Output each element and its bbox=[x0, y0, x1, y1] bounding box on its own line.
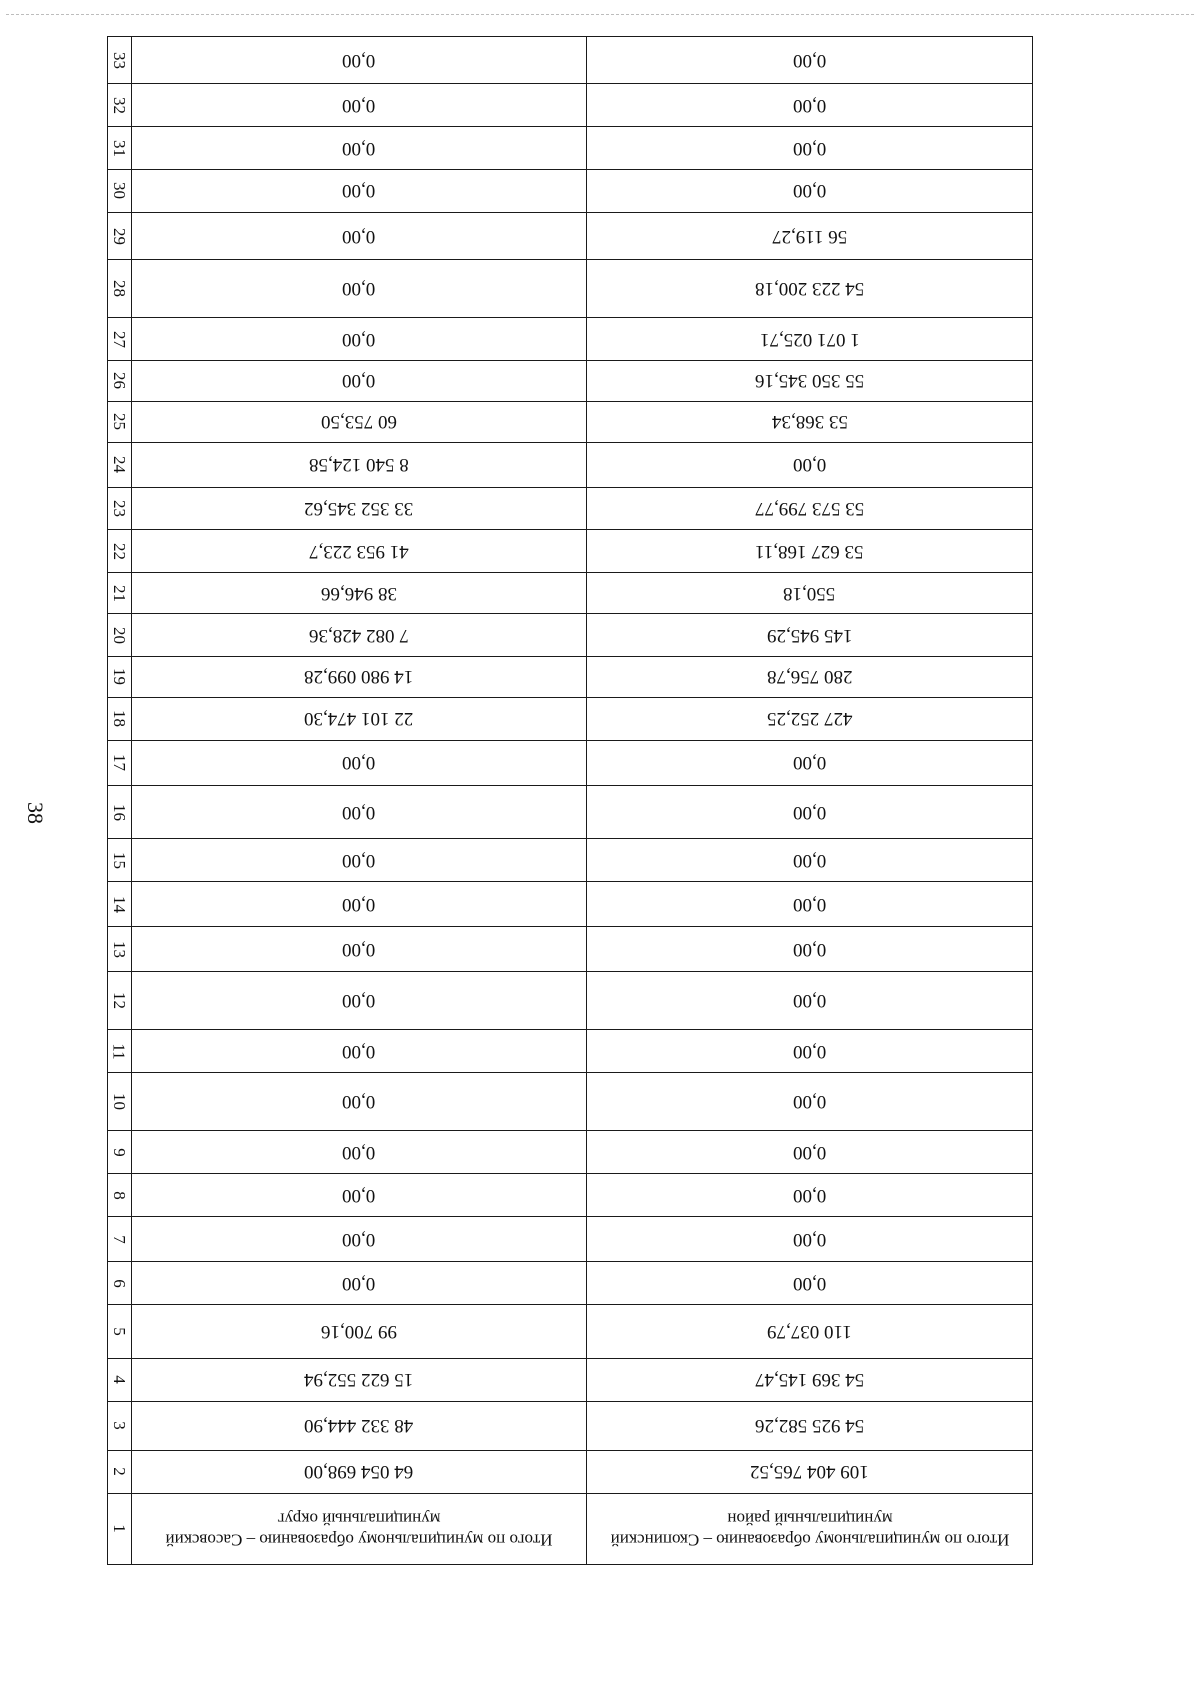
value-cell-sasovo bbox=[132, 1262, 587, 1305]
value-text: 0,00 bbox=[342, 849, 376, 871]
value-cell-sasovo bbox=[132, 127, 587, 170]
row-number: 2 bbox=[110, 1467, 129, 1477]
value-cell-skopin bbox=[587, 1217, 1033, 1262]
value-cell-skopin bbox=[587, 740, 1033, 785]
table-row bbox=[108, 360, 1033, 401]
value-text: 110 037,79 bbox=[767, 1320, 852, 1342]
value-text: 0,00 bbox=[792, 1272, 827, 1294]
table-row bbox=[108, 657, 1033, 698]
row-number-cell bbox=[108, 401, 132, 442]
scan-edge-line bbox=[6, 14, 1194, 15]
value-cell-sasovo bbox=[132, 360, 587, 401]
value-text: 0,00 bbox=[342, 1228, 376, 1250]
row-number-cell bbox=[108, 972, 132, 1030]
value-cell-skopin bbox=[587, 84, 1033, 127]
value-cell-sasovo bbox=[132, 37, 587, 84]
table-row bbox=[108, 127, 1033, 170]
value-cell-skopin bbox=[587, 318, 1033, 361]
value-text: 41 953 223,7 bbox=[309, 540, 409, 562]
value-text: 0,00 bbox=[792, 1184, 827, 1206]
table-row bbox=[108, 1174, 1033, 1217]
value-cell-sasovo bbox=[132, 1030, 587, 1073]
value-text: 0,00 bbox=[792, 1091, 827, 1113]
row-number-cell bbox=[108, 573, 132, 614]
value-text: 0,00 bbox=[342, 278, 376, 300]
value-text: 0,00 bbox=[342, 1040, 376, 1062]
row-number-cell bbox=[108, 127, 132, 170]
value-text: 0,00 bbox=[792, 180, 827, 202]
row-number-cell bbox=[108, 882, 132, 927]
value-text: 427 252,25 bbox=[766, 708, 853, 730]
value-text: 0,00 bbox=[792, 454, 827, 476]
value-text: 0,00 bbox=[342, 225, 376, 247]
value-text: 60 753,50 bbox=[321, 411, 397, 433]
row-number: 10 bbox=[110, 1093, 129, 1111]
value-cell-sasovo bbox=[132, 785, 587, 839]
row-number: 5 bbox=[110, 1327, 129, 1336]
value-cell-sasovo bbox=[132, 170, 587, 213]
value-text: 0,00 bbox=[342, 801, 376, 823]
row-number-cell bbox=[108, 1305, 132, 1359]
table-row bbox=[108, 1401, 1033, 1450]
value-cell-skopin bbox=[587, 972, 1033, 1030]
table-row bbox=[108, 1450, 1033, 1493]
table-row bbox=[108, 212, 1033, 259]
value-text: 54 223 200,18 bbox=[754, 278, 865, 300]
value-text: 64 054 698,00 bbox=[304, 1461, 414, 1483]
value-cell-skopin bbox=[587, 657, 1033, 698]
row-number-cell bbox=[108, 318, 132, 361]
value-cell-sasovo bbox=[132, 1131, 587, 1174]
value-cell-sasovo bbox=[132, 1217, 587, 1262]
table-row bbox=[108, 697, 1033, 740]
value-cell-sasovo bbox=[132, 697, 587, 740]
row-number: 18 bbox=[110, 710, 129, 728]
value-cell-skopin bbox=[587, 1450, 1033, 1493]
table-row bbox=[108, 1030, 1033, 1073]
value-cell-skopin bbox=[587, 697, 1033, 740]
row-number-cell bbox=[108, 1131, 132, 1174]
value-text: 14 980 099,28 bbox=[304, 666, 414, 688]
row-number-cell bbox=[108, 785, 132, 839]
value-cell-skopin bbox=[587, 1358, 1033, 1401]
table-row bbox=[108, 1217, 1033, 1262]
row-number-cell bbox=[108, 212, 132, 259]
value-text: 53 627 168,11 bbox=[755, 540, 864, 562]
value-cell-skopin bbox=[587, 212, 1033, 259]
value-text: 0,00 bbox=[342, 752, 376, 774]
row-number: 26 bbox=[110, 372, 129, 390]
value-cell-skopin bbox=[587, 127, 1033, 170]
table-row bbox=[108, 260, 1033, 318]
value-text: 8 540 124,58 bbox=[309, 454, 409, 476]
value-text: 0,00 bbox=[342, 137, 376, 159]
value-text: 109 404 765,52 bbox=[750, 1461, 869, 1483]
row-label-sasovo bbox=[132, 1493, 587, 1564]
row-number: 3 bbox=[110, 1421, 129, 1430]
row-number: 25 bbox=[110, 413, 129, 431]
value-text: 0,00 bbox=[342, 1141, 376, 1163]
value-cell-sasovo bbox=[132, 839, 587, 882]
row-number: 7 bbox=[110, 1234, 129, 1244]
label-text: Итого по муниципальному образованию – Скопинский муниципальный район bbox=[610, 1508, 1009, 1550]
value-cell-sasovo bbox=[132, 487, 587, 530]
row-number-cell bbox=[108, 1401, 132, 1450]
value-text: 53 573 799,77 bbox=[754, 498, 865, 520]
value-text: 0,00 bbox=[792, 752, 827, 774]
row-number: 31 bbox=[110, 139, 129, 157]
value-text: 0,00 bbox=[792, 94, 827, 116]
row-number-cell bbox=[108, 170, 132, 213]
value-cell-skopin bbox=[587, 1401, 1033, 1450]
value-text: 56 119,27 bbox=[771, 225, 848, 247]
table-row bbox=[108, 972, 1033, 1030]
table-row bbox=[108, 1073, 1033, 1131]
value-text: 0,00 bbox=[342, 94, 376, 116]
value-text: 33 352 345,62 bbox=[304, 498, 414, 520]
table-row bbox=[108, 318, 1033, 361]
value-cell-sasovo bbox=[132, 530, 587, 573]
value-cell-sasovo bbox=[132, 442, 587, 487]
value-text: 99 700,16 bbox=[321, 1320, 397, 1342]
row-number: 13 bbox=[110, 940, 129, 958]
row-number: 15 bbox=[110, 851, 129, 869]
row-number-cell bbox=[108, 1217, 132, 1262]
row-number-cell bbox=[108, 360, 132, 401]
value-text: 48 332 444,90 bbox=[304, 1415, 414, 1437]
value-text: 0,00 bbox=[342, 49, 376, 71]
value-text: 54 925 582,26 bbox=[754, 1415, 865, 1437]
row-number: 12 bbox=[110, 992, 129, 1010]
row-number-cell bbox=[108, 1174, 132, 1217]
table-row bbox=[108, 614, 1033, 657]
value-text: 0,00 bbox=[792, 990, 827, 1012]
value-cell-sasovo bbox=[132, 318, 587, 361]
value-text: 0,00 bbox=[342, 370, 376, 392]
value-text: 0,00 bbox=[342, 1272, 376, 1294]
value-cell-sasovo bbox=[132, 882, 587, 927]
row-number: 8 bbox=[110, 1190, 129, 1200]
value-cell-sasovo bbox=[132, 84, 587, 127]
table-row bbox=[108, 442, 1033, 487]
row-number: 6 bbox=[110, 1278, 129, 1288]
row-number-cell bbox=[108, 657, 132, 698]
page-number: 38 bbox=[23, 802, 48, 824]
value-cell-sasovo bbox=[132, 573, 587, 614]
value-text: 550,18 bbox=[783, 582, 836, 604]
value-cell-sasovo bbox=[132, 614, 587, 657]
value-cell-sasovo bbox=[132, 1450, 587, 1493]
label-text: Итого по муниципальному образованию – Сасовский муниципальный округ bbox=[165, 1508, 553, 1550]
row-number: 28 bbox=[110, 280, 129, 298]
row-number: 20 bbox=[110, 626, 129, 644]
table-row bbox=[108, 1358, 1033, 1401]
value-cell-skopin bbox=[587, 360, 1033, 401]
table-row bbox=[108, 785, 1033, 839]
value-text: 0,00 bbox=[792, 849, 827, 871]
table-row bbox=[108, 487, 1033, 530]
value-cell-skopin bbox=[587, 37, 1033, 84]
row-number-cell bbox=[108, 84, 132, 127]
table-row bbox=[108, 530, 1033, 573]
table-row bbox=[108, 573, 1033, 614]
value-cell-sasovo bbox=[132, 1358, 587, 1401]
value-cell-skopin bbox=[587, 1131, 1033, 1174]
value-text: 0,00 bbox=[792, 1228, 827, 1250]
row-number-cell bbox=[108, 740, 132, 785]
value-text: 22 101 474,30 bbox=[304, 708, 414, 730]
table-row bbox=[108, 401, 1033, 442]
value-cell-skopin bbox=[587, 1073, 1033, 1131]
table-row bbox=[108, 170, 1033, 213]
value-cell-sasovo bbox=[132, 401, 587, 442]
value-text: 0,00 bbox=[342, 328, 376, 350]
value-text: 145 945,29 bbox=[766, 624, 853, 646]
value-cell-sasovo bbox=[132, 927, 587, 972]
row-number: 22 bbox=[110, 542, 129, 560]
value-text: 0,00 bbox=[792, 893, 827, 915]
value-text: 0,00 bbox=[342, 180, 376, 202]
row-number-cell bbox=[108, 839, 132, 882]
table-row bbox=[108, 84, 1033, 127]
row-number-cell bbox=[108, 1493, 132, 1564]
value-cell-skopin bbox=[587, 1030, 1033, 1073]
row-label-skopin bbox=[587, 1493, 1033, 1564]
value-text: 0,00 bbox=[792, 801, 827, 823]
value-cell-skopin bbox=[587, 785, 1033, 839]
row-number-cell bbox=[108, 530, 132, 573]
value-cell-skopin bbox=[587, 882, 1033, 927]
table-row bbox=[108, 1305, 1033, 1359]
table-row bbox=[108, 740, 1033, 785]
row-number-cell bbox=[108, 1450, 132, 1493]
value-cell-skopin bbox=[587, 573, 1033, 614]
row-number: 11 bbox=[110, 1043, 129, 1060]
table-row bbox=[108, 1131, 1033, 1174]
row-number: 29 bbox=[110, 227, 129, 245]
row-number: 17 bbox=[110, 754, 129, 772]
row-number-cell bbox=[108, 487, 132, 530]
value-text: 0,00 bbox=[342, 1184, 376, 1206]
value-cell-sasovo bbox=[132, 657, 587, 698]
row-number: 4 bbox=[110, 1375, 129, 1384]
row-number-cell bbox=[108, 927, 132, 972]
value-cell-skopin bbox=[587, 530, 1033, 573]
row-number: 27 bbox=[110, 330, 129, 348]
row-number: 24 bbox=[110, 456, 129, 474]
row-number-cell bbox=[108, 442, 132, 487]
row-number: 9 bbox=[110, 1147, 129, 1157]
value-cell-skopin bbox=[587, 442, 1033, 487]
row-number: 32 bbox=[110, 96, 129, 114]
value-text: 280 756,78 bbox=[766, 666, 853, 688]
summary-table bbox=[107, 36, 1033, 1565]
row-number-cell bbox=[108, 697, 132, 740]
table-row bbox=[108, 839, 1033, 882]
value-text: 0,00 bbox=[792, 1040, 827, 1062]
row-number-cell bbox=[108, 1030, 132, 1073]
table-row bbox=[108, 1493, 1033, 1564]
value-cell-skopin bbox=[587, 839, 1033, 882]
value-text: 15 622 552,94 bbox=[304, 1369, 414, 1391]
value-cell-skopin bbox=[587, 614, 1033, 657]
value-cell-sasovo bbox=[132, 212, 587, 259]
value-text: 38 946,66 bbox=[321, 582, 397, 604]
value-cell-sasovo bbox=[132, 740, 587, 785]
row-number: 30 bbox=[110, 182, 129, 200]
value-text: 0,00 bbox=[792, 1141, 827, 1163]
value-cell-skopin bbox=[587, 1174, 1033, 1217]
value-text: 54 369 145,47 bbox=[754, 1369, 865, 1391]
value-cell-skopin bbox=[587, 927, 1033, 972]
value-cell-sasovo bbox=[132, 972, 587, 1030]
value-text: 55 350 345,16 bbox=[754, 370, 865, 392]
table-row bbox=[108, 37, 1033, 84]
row-number-cell bbox=[108, 1358, 132, 1401]
value-cell-sasovo bbox=[132, 1305, 587, 1359]
row-number: 14 bbox=[110, 895, 129, 913]
value-cell-skopin bbox=[587, 260, 1033, 318]
value-cell-sasovo bbox=[132, 1174, 587, 1217]
row-number-cell bbox=[108, 614, 132, 657]
value-text: 0,00 bbox=[792, 49, 827, 71]
row-number: 1 bbox=[110, 1524, 129, 1534]
row-number-cell bbox=[108, 1262, 132, 1305]
table-row bbox=[108, 1262, 1033, 1305]
value-text: 53 368,34 bbox=[771, 411, 848, 433]
value-cell-sasovo bbox=[132, 260, 587, 318]
value-text: 0,00 bbox=[792, 137, 827, 159]
row-number: 23 bbox=[110, 500, 129, 518]
table-row bbox=[108, 927, 1033, 972]
row-number: 19 bbox=[110, 668, 129, 686]
value-cell-skopin bbox=[587, 401, 1033, 442]
table-row bbox=[108, 882, 1033, 927]
value-text: 0,00 bbox=[342, 1091, 376, 1113]
value-cell-skopin bbox=[587, 1305, 1033, 1359]
value-text: 1 071 025,71 bbox=[759, 328, 860, 350]
value-text: 0,00 bbox=[342, 938, 376, 960]
value-cell-sasovo bbox=[132, 1401, 587, 1450]
value-cell-sasovo bbox=[132, 1073, 587, 1131]
row-number: 21 bbox=[110, 584, 129, 602]
value-cell-skopin bbox=[587, 170, 1033, 213]
row-number-cell bbox=[108, 1073, 132, 1131]
value-text: 7 082 428,36 bbox=[309, 624, 409, 646]
value-text: 0,00 bbox=[342, 990, 376, 1012]
row-number-cell bbox=[108, 37, 132, 84]
row-number: 16 bbox=[110, 803, 129, 821]
row-number: 33 bbox=[110, 51, 129, 69]
row-number-cell bbox=[108, 260, 132, 318]
value-text: 0,00 bbox=[792, 938, 827, 960]
value-cell-skopin bbox=[587, 1262, 1033, 1305]
value-text: 0,00 bbox=[342, 893, 376, 915]
value-cell-skopin bbox=[587, 487, 1033, 530]
